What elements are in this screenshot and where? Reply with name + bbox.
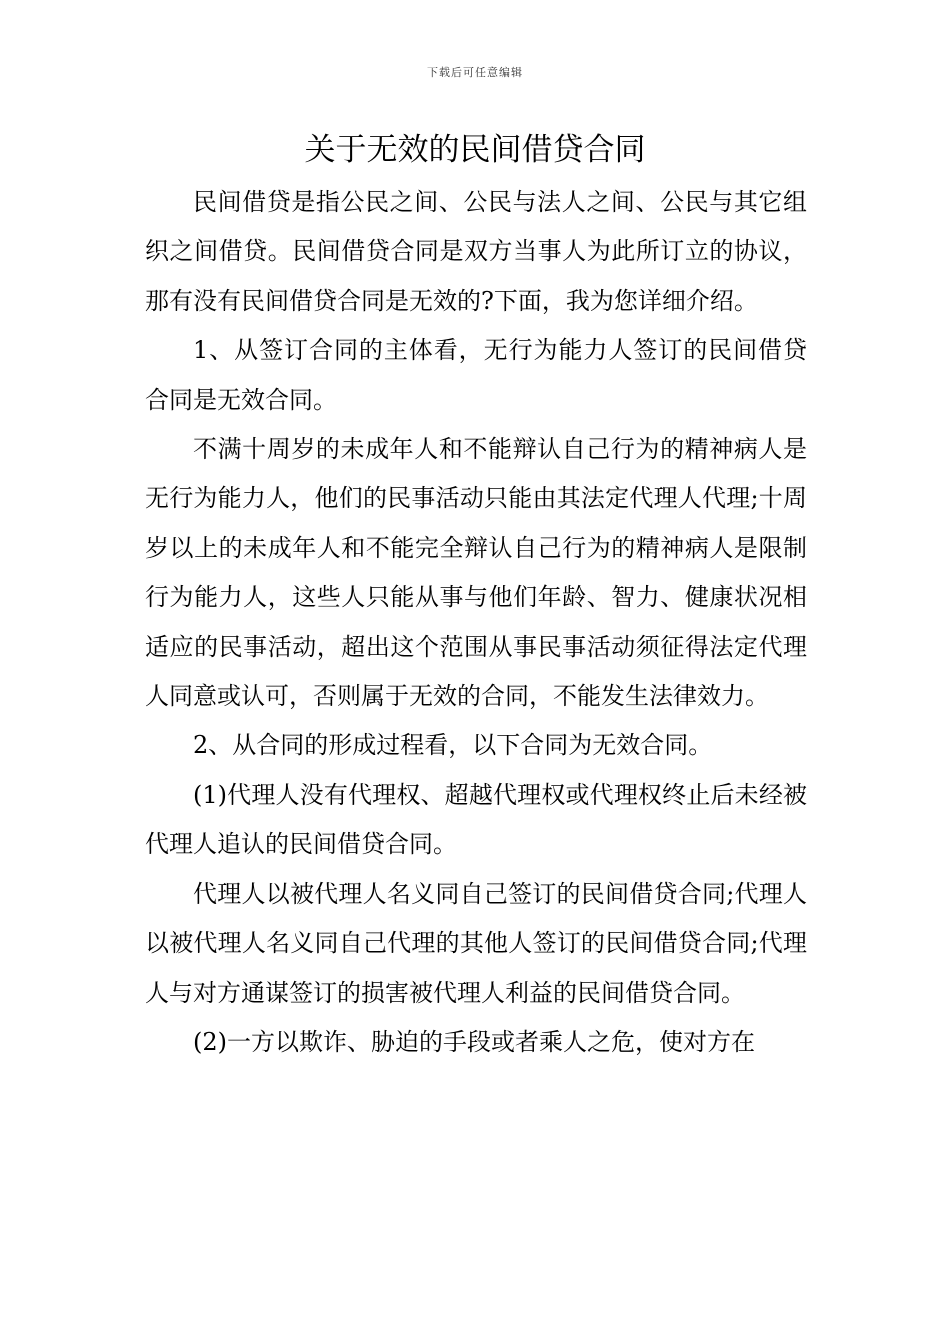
document-title: 关于无效的民间借贷合同: [304, 132, 646, 168]
paragraph-capacity: 不满十周岁的未成年人和不能辩认自己行为的精神病人是无行为能力人，他们的民事活动只能由其法定代理人代理;十周岁以上的未成年人和不能完全辩认自己行为的精神病人是限制行为能力人，这些人只能从事与他们年龄、智力、健康状况相适应的民事活动，超出这个范围从事民事活动须征得法定代理人同意或认可，否则属于无效的合同，不能发生法律效力。: [145, 435, 807, 711]
paragraph-point-1: 1、从签订合同的主体看，无行为能力人签订的民间借贷合同是无效合同。: [145, 336, 807, 414]
paragraph-agent: 代理人以被代理人名义同自己签订的民间借贷合同;代理人以被代理人名义同自己代理的其他人签订的民间借贷合同;代理人与对方通谋签订的损害被代理人利益的民间借贷合同。: [145, 879, 807, 1007]
header-note: 下载后可任意编辑: [427, 66, 523, 79]
paragraph-intro: 民间借贷是指公民之间、公民与法人之间、公民与其它组织之间借贷。民间借贷合同是双方当事人为此所订立的协议，那有没有民间借贷合同是无效的?下面，我为您详细介绍。: [145, 188, 807, 315]
document-body: [145, 178, 807, 1067]
paragraph-item-2: (2)一方以欺诈、胁迫的手段或者乘人之危，使对方在: [193, 1027, 755, 1056]
paragraph-item-1: (1)代理人没有代理权、超越代理权或代理权终止后未经被代理人追认的民间借贷合同。: [145, 780, 807, 859]
paragraph-point-2: 2、从合同的形成过程看，以下合同为无效合同。: [193, 731, 713, 760]
